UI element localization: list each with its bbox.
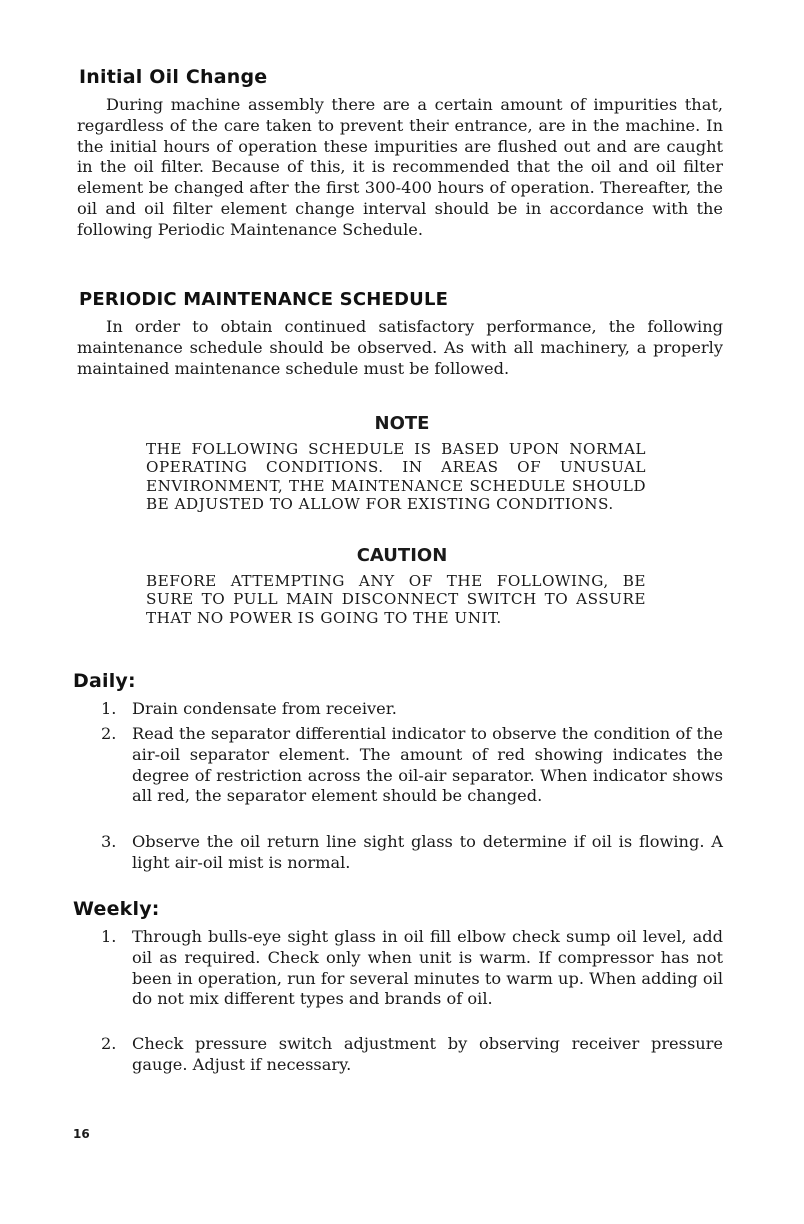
daily-item-number: 3.	[101, 832, 117, 851]
weekly-heading: Weekly:	[73, 898, 160, 920]
note-title: NOTE	[374, 413, 430, 434]
weekly-item-text: Through bulls-eye sight glass in oil fill elbow check sump oil level, add oil as required. Check only when unit is warm. If compressor has not been in operation, run for several minutes to warm up. When adding oil do not mix different types and brands of oil.	[132, 927, 723, 1009]
periodic-schedule-paragraph: In order to obtain continued satisfactory performance, the following maintenance schedule should be observed. As with all machinery, a properly maintained maintenance schedule must be followed.	[77, 317, 723, 378]
daily-heading: Daily:	[73, 670, 136, 692]
weekly-item-number: 1.	[101, 927, 117, 946]
daily-item	[101, 724, 723, 807]
daily-item	[101, 832, 723, 874]
weekly-item	[101, 927, 723, 1010]
weekly-item-text: Check pressure switch adjustment by observing receiver pressure gauge. Adjust if necessary.	[132, 1034, 723, 1074]
daily-item-text: Drain condensate from receiver.	[132, 699, 397, 718]
weekly-item-number: 2.	[101, 1034, 117, 1053]
daily-item-number: 1.	[101, 699, 117, 718]
page-number: 16	[73, 1127, 90, 1141]
caution-body: BEFORE ATTEMPTING ANY OF THE FOLLOWING, BE SURE TO PULL MAIN DISCONNECT SWITCH TO ASSURE THAT NO POWER IS GOING TO THE UNIT.	[146, 572, 646, 627]
daily-item-text: Read the separator differential indicator to observe the condition of the air-oil separator element. The amount of red showing indicates the degree of restriction across the oil-air separator. When indicator shows all red, the separator element should be changed.	[132, 724, 723, 806]
caution-title: CAUTION	[356, 545, 448, 566]
periodic-schedule-heading: PERIODIC MAINTENANCE SCHEDULE	[79, 289, 449, 310]
daily-item	[101, 699, 723, 720]
note-body: THE FOLLOWING SCHEDULE IS BASED UPON NORMAL OPERATING CONDITIONS. IN AREAS OF UNUSUAL ENVIRONMENT, THE MAINTENANCE SCHEDULE SHOULD BE ADJUSTED TO ALLOW FOR EXISTING CONDITIONS.	[146, 440, 646, 514]
daily-item-text: Observe the oil return line sight glass to determine if oil is flowing. A light air-oil mist is normal.	[132, 832, 723, 872]
daily-item-number: 2.	[101, 724, 117, 743]
initial-oil-change-heading: Initial Oil Change	[79, 66, 268, 88]
initial-oil-change-paragraph: During machine assembly there are a certain amount of impurities that, regardless of the care taken to prevent their entrance, are in the machine. In the initial hours of operation these impurities are flushed out and are caught in the oil filter. Because of this, it is recommended that the oil and oil filter element be changed after the first 300-400 hours of operation. Thereafter, the oil and oil filter element change interval should be in accordance with the following Periodic Maintenance Schedule.	[77, 95, 723, 239]
weekly-item	[101, 1034, 723, 1076]
